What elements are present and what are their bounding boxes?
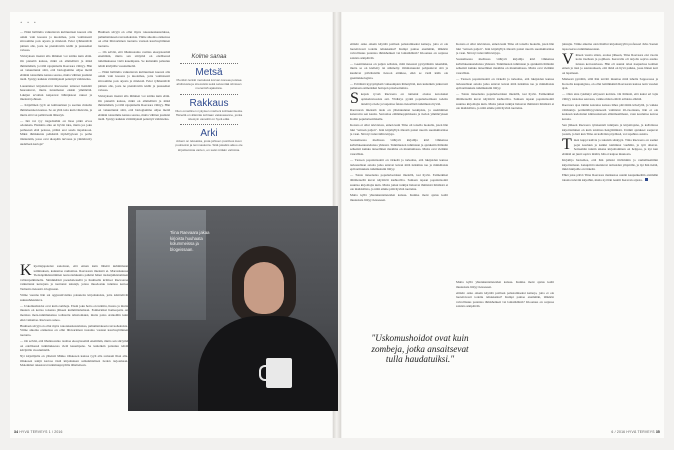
photo-caption: Tiina Raevaara jakaa kirjoista huuhaata kolummeissa ja blogeissaan.	[170, 230, 210, 252]
sidebar-word: Metsä	[195, 67, 223, 78]
sidebar-title: Kolme sanaa	[191, 54, 227, 60]
section-dots: • • •	[20, 20, 38, 25]
right-footer	[611, 430, 660, 434]
paragraph: Viime vuonna hän sai aggressiivisinta palautetta kirjoituksista, joita käsittelivät sukusuhdeuntuva.	[20, 293, 128, 302]
sidebar-word: Arki	[200, 128, 218, 140]
paragraph: — Ehkä hallitulta vaikuttavan kulttuurisen kuoren alla onkin vain kaaosta ja kuolemaa, joita voimaisesti siivoamme pois arjesta ja mielestä. Pelot tyhmentävät pinnan alle, josta ne pienaltaviin teidät ja puusseiksi valossa.	[98, 69, 170, 93]
paragraph: — Geenitiekassa on paljon sellaista, mitä tieteessä pystyttäisiin tekemään, mutta se on kielletty tai säännelty. Ominaisuudet pohjautuvat sitä ja kuuluvat päivälaisille tietoon etiikkaa, eikä se vielä kään ole geeniteknologista.	[350, 61, 448, 80]
sidebar-text: Pienikin lenkki metsässä korvan koreaa poistaa ahdistusta ja stressistä sekä selventää silmiuan merentäh ajatuksia.	[176, 78, 242, 91]
paragraph: Lauantaiset kirjoitettavat Raevaaran teiterset henkilöt haarautuvat, mutta tuntematon elekin ymmärtää. Lukijan arvailun kaipaavat lähtöpisteet raksai ja mielestä johtuen.	[20, 83, 92, 102]
paragraph: Ehkä joku päivä Tiina Raevaara matkustaa uusiin kaupunkeihin etsimään ideoita tuleviin kirjoihin, mutta nyt hän nauttii Keravan arjesta.	[562, 173, 658, 183]
paragraph: — Uskomushoidot ovat kuin zombeja. Ensin joku hoito on tutkittu, huono ja mutta muuten on kertaa toisensa jälkeen kummittelemaan. Esimerkiksi homeopatia on monissa meta-tutkimuksissa todistettu tehottomaksi, mutta palaa otsikoihin kuin eikö vaikuttaa. Raevaara sanoo.	[20, 303, 128, 322]
end-mark-icon	[645, 178, 648, 181]
divider	[180, 124, 238, 125]
sidebar-word: Rakkaus	[189, 97, 229, 109]
sidebar-text: Olen onnellinen nykyisen mieheni kohtaamisesta. Hänellä on älämiäs kohtaan vakavasanne, jonka sitesiyin vanetitti on hyvä elää.	[175, 108, 243, 122]
person-face	[244, 262, 284, 314]
paragraph: Mieleesä pyörältä, sillä hän tervitti muuttaa mitä lahella Sapporossa ja Korsolla kaupungissa, on ollut lemmikkinä Raevaaran kanssa noin vuoden ajan.	[562, 77, 658, 91]
paragraph: Kirjailija haaveilee, että hän pääsisi tiiviimmin ja rauhallisemmin kirjoittamaan. Lukupiirit rakentuvat tarinoiden ympärille, ja nyt hän tietää, mikä lukijoille on tärkeää.	[562, 158, 658, 172]
left-footer	[14, 430, 63, 434]
sidebar-text: Arkeni on leksaista, josta johtuen positivus kuun puolisoksi ja lemmaskoira. Siitä jokaikis aikoo ole kirjoittamista varten, en saisi mitään valmista.	[175, 139, 243, 152]
paragraph: — On selvää, että lihantuotanto rasittaa ekosysteemiä enemmän, mutta sen siirtymä on edellisessä tutkimuksessa vielä kauempana. Se kuitenkin palautuu tehdä kävijöille vuosiumieltä.	[20, 338, 128, 353]
paragraph: Sivistyksen itsensä alla ihminen voi toimia kuin eläin. On pieneltä kanssa, mikä on elämellistä ja mikä ihmismäistä, ja tällä rajapinnalla Raevaara viihtyy. Hän on vakuuttunut siitä, että biologiamme ohjaa meitä elämän toistemme kanssa seuraa, mutta vähiten jouduisi tiedä. Syntyy kaikkia väittämyksiä peitettyä vääristelua.	[98, 94, 170, 122]
paragraph: Huuhaan sävyjä on ollut myös rokotekeskusteluissa, puhumattakaan rasvaohoksista. Viime aikoina otsikoissa on ollut lihavarinnon tuotanto vastaan kasvissyöminen tuotanto.	[20, 323, 128, 337]
portrait-photo	[128, 206, 338, 411]
paragraph: Mutta kyllä yhteiskuntatieteiden kanssa. Kuinka moni ajatus kohti muutoksia liittyy tieteeseen.	[350, 193, 448, 202]
paragraph: Kotona ei ollut televisiota, ennen kuin Tiina oli toisella luokalla, joten hän luki "sairaan paljon". Isän kirjahyllyn äärestä palasi nuorin suosikkitarinaa ja vaan. Sitä nyt tunsi äidin kirjoja.	[456, 42, 554, 56]
paragraph: — Olen aina tykännyt eritysesti koirista. On ihmisiä, että kaksi eri lajia viihtyy toistensa seurassa, vaikka miten elävät erilaisia elämiä.	[562, 92, 658, 102]
divider	[180, 94, 238, 95]
paragraph: — On selvää, että lihantuotanto rasittaa ekosysteemiä enemmän, mutta sen siirtymä on edellisessä tutkimuksessa vielä kauempana. Se kuitenkin palautuu tehdä kävijöille vuosiumieltä.	[98, 49, 170, 68]
paragraph: Huuhaan sävyjä on ollut myös rokotekeskusteluissa, puhumattakaan rasvaohoksista. Viime aikoina otsikoissa on ollut lihavarinnon tuotanto vastaan kasvissyöminen tuotanto.	[98, 30, 170, 48]
paragraph: Sen jälkeen Raevaara työskenteli tutkijana ja kirjoittajana, ja kahvilassa kirjoittaminen on kuin toisiinsa hengittämistä. Uniikit ajatukset saapuvat jostain, ja heti kun Tiina on kahvilan pöydässä, voi tapahtua asioita.	[562, 123, 658, 137]
right-column-b	[456, 42, 554, 278]
publication-name: HYVÄ TERVEYS 1 / 2016	[19, 430, 63, 434]
right-column-a	[350, 42, 448, 340]
paragraph: kepsis ry:ssä Raevaara on tuntenut olonsa kotoisaksi opiskeluvuosista asti. Yhdistys pyrkii popularisoimaan todettu tieteitä ja tiede ja laajentaa faktaa tieteellistä tutkimusta hyvää.	[360, 92, 448, 106]
paragraph: — Kirjallinen tyyli on kulttuurinen ja asettuu rinnalle ihmisluonnon kanssa. Se on yhtä totta kuin väkivalta, ja mutta sitä voi pelätä kuin lähestyä.	[20, 103, 92, 117]
paragraph: Sosiaalisessa mediassa viihtyvä kirjailija kävi vilkkaissa kahvilakeskusteluissa yhdessä. Tutkimusten tulkintaan ja ajatuksiin ihmisiin selkeästi kuinka tieteellinen maailma on muuttumassa. Mutta ovat vieläkin vaarallisia.	[456, 57, 554, 76]
paragraph: juistajia. Viime aikoina olen ihaillut kirjoitustyyliä professori Juho Saaren tapaa kertoa tutkimuksestaan.	[562, 42, 658, 51]
paragraph: Mutta kyllä yhteiskuntatieteiden kanssa. Kuinka moni ajatus kohti muutoksia liittyy tieteeseen.	[456, 280, 554, 289]
drop-cap: K	[20, 264, 32, 279]
paragraph: Sosiaalisessa mediassa viihtyvä kirjailija kävi vilkkaissa kahvilakeskusteluissa yhdessä. Tutkimusten tulkintaan ja ajatuksiin ihmisiin selkeästi kuinka tieteellinen maailma on muuttumassa. Mutta ovat vieläkin vaarallisia.	[350, 138, 448, 157]
left-column-2	[20, 264, 128, 430]
paragraph: Nyt kirjailijalla on yhteistä Mikko Oikkosen kanssa tyyli alla romaani Ihon alla. Oikkosen tekijä kasvaa tästä kirjoituksen samanmielisen tiedon tarjoamaan. Molemmat rakastavat tutkimuspöydille läheltetteen.	[20, 354, 128, 368]
right-page	[342, 12, 664, 438]
pull-quote: "Uskomushoidot ovat kuin zombeja, jotka ansaitsevat tulla haudatuiksi."	[371, 333, 469, 365]
paragraph: — Tietoon popularisointi on tärkeää ja tarkoitus, että lukijoiden kanssa tarkastellaan asioita jotka antavat kuvan mitä tutkimus tuo ja minkälaisia epävarmuuksia tutkimuksiin liittyy.	[350, 158, 448, 172]
divider	[180, 63, 238, 64]
paragraph: — Toisia tieteenalaa popularisoidaan mielellä, tosi hyvin. Esimerkiksi tähtitieteellä kuvat näyttävät kiehtovilta. Samaan tapaan popularisointi suuntaa kirjoittajia kuin. Mutta jotkut tutkijat haluavat ihmisistä ilmiöistä ei ole mahdollista, ja niitä emme pidä hyvinä tuotteina.	[350, 173, 448, 192]
coffee-mug-icon	[266, 358, 292, 388]
paragraph: — Toisia tieteenalaa popularisoidaan mielellä, tosi hyvin. Esimerkiksi tähtitieteellä kuvat näyttävät kiehtovilta. Samaan tapaan popularisointi suuntaa kirjoittajia kuin. Mutta jotkut tutkijat haluavat ihmisistä ilmiöistä ei ole mahdollista, ja niitä emme pidä hyvinä tuotteina.	[456, 92, 554, 111]
paragraph: Sivistyksen itsensä alla ihminen voi toimia kuin eläin. On pieneltä kanssa, mikä on elämellistä ja mikä ihmismäistä, ja tällä rajapinnalla Raevaara viihtyy. Hän on vakuuttunut siitä, että biologiamme ohjaa meitä elämän toistemme kanssa seuraa, mutta vähiten jouduisi tiedä. Syntyy kaikkia väittämyksiä peitettyä vääristelua.	[20, 54, 92, 82]
drop-cap: S	[350, 90, 359, 108]
drop-cap: T	[562, 136, 572, 154]
right-column-c	[562, 42, 658, 422]
paragraph: — Erittäistä kyysymyksiä vaikeampien ihmetyttää, kun kuitenkin jatkuvasti puhutaan esimerkiksi hoitojen priorisoinnista.	[350, 81, 448, 91]
left-column-1	[20, 30, 92, 266]
paragraph: ettikäs: onko oikein käyttää potilaan pelastamiseksi keinoja, joita ei ole luotettavasti todettu tehokkaiksi? Kumpi painaa enemmän, lääkärin velvollisuus parantaa ihmishenkeä vai lainsäädäntö? Kloonaus on sarjassa salaista arkipäivää.	[456, 290, 554, 309]
paragraph: Raevaara ajaa tämän koiransa kanssa lähes päivittäin kävelyllä, ja vaikka väitöskirja perinnöllisyystieteestä valmistui 26-vuotiaana, hän ei ole koskaan kadottanut kiinnostustaan eläinmaailmaan, vaan kouluttaa koiraa kotona.	[562, 103, 658, 121]
three-words-sidebar	[170, 54, 248, 204]
paragraph: — Tietoon popularisointi on tärkeää ja tarkoitus, että lukijoiden kanssa tarkastellaan asioita jotka antavat kuvan mitä tutkimus tuo ja minkälaisia epävarmuuksia tutkimuksiin liittyy.	[456, 77, 554, 91]
photo-window	[136, 210, 206, 320]
paragraph: ettikäs: onko oikein käyttää potilaan pelastamiseksi keinoja, joita ei ole luotettavasti todettu tehokkaiksi? Kumpi painaa enemmän, lääkärin velvollisuus parantaa ihmishenkeä vai lainsäädäntö? Kloonaus on sarjassa salaista arkipäivää.	[350, 42, 448, 60]
paragraph: — Ehkä hallitulta vaikuttavan kulttuurisen kuoren alla onkin vain kaaosta ja kuolemaa, joita voimaisesti siivoamme pois arjesta ja mielestä. Pelot tyhmentävät pinnan alle, josta ne pienaltaviin teidät ja puusseiksi valossa.	[20, 30, 92, 53]
drop-cap: V	[562, 50, 574, 68]
paragraph: ihteen vuotta sitten, eronsa jälkeen, Tiina Raevaara etsi vuotta kotia itselleen ja pojilleen. Keravalla oli tarjolla sopiva asunto tutussa kerrostalossa. Hän oli asunut talon naapurissa kolmen ennen ja tiesi jo asuntoalueen, että tämä on hyvä paikka, jossa hänen koti on lapsineen.	[562, 52, 658, 76]
paragraph: — Ikä voi tyy tragedioihin on lisaa pitkä ervos odotuksia. Harkinta alka on hyvää idea, mutta jos joku perheessä elää pelossa, pitäisi erot saada tiepalatoon. Miksi ihmiskunta pelkästää täydellyyteen ja perhe tilanteisiin, jossa ovat ulospäin turvassa ja ymmärretty uudelleen kertoja?	[20, 118, 92, 146]
page-number: 34	[14, 430, 19, 434]
paragraph: irjoittajapolensi sanottaan, että ennen kuin lähetät kuhmimaan toimituksen, kannattaa rauhoittua. Raevaaran mielestä ei. Marraskuussa Tiedonpäikästatiimien neuvottelukunta palkitsi hänet tiedonjulkistamisen valtionpalkinnolla. Sinnikkäästi pseudotieteellä ja huuhaalla kriitisoi Raevaaraa vaikuttanut kertojana ja tuottanut tekstejä, joissa muodostuu tunnissa kertoa Tarinoita tieteestä -blogissaan.	[20, 264, 128, 291]
paragraph: Raevaaran mielestä tiede on yhteiskunnan keskipiste, ja useimmiten kanavoitu sen kautta. Saavuttaa elämänoppimisesta ja tiedon ymmärryksen Kaitin popularisoimiselle.	[350, 107, 448, 121]
publication-name: 6 / 2016 HYVÄ TERVEYS	[611, 430, 655, 434]
paragraph: inen kuppi kahvia ja takaisin sänkyyn. Tiina Raevaara on saanut pojat kouluun ja kaikki toiminnot vauhtiin, ja työt alkavat. Seitsemän tunnin aikana kirjoittaminen on helppoa, ja nyt kun elämää on juuri sopiva määrä, hän ei kaipaa muutosta.	[562, 138, 658, 157]
page-number: 35	[655, 430, 660, 434]
paragraph: Kotona ei ollut televisiota, ennen kuin Tiina oli toisella luokalla, joten hän luki "sairaan paljon". Isän kirjahyllyn äärestä palasi nuorin suosikkitarinaa ja vaan. Sitä nyt tunsi äidin kirjoja.	[350, 123, 448, 137]
